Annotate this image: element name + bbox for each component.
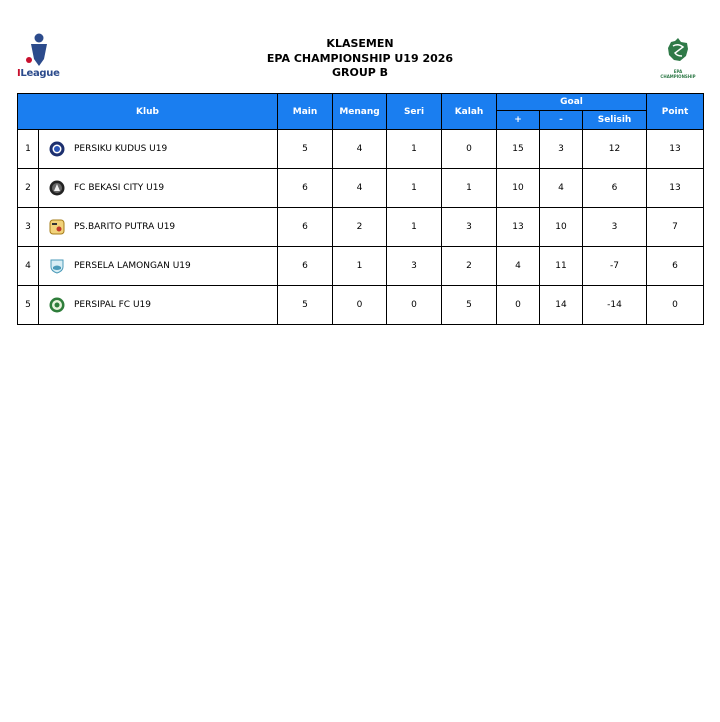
page-title	[0, 37, 720, 81]
row-draw: 1	[387, 169, 442, 208]
table-row	[18, 286, 704, 325]
header-lost: Kalah	[442, 94, 497, 130]
club-name: PS.BARITO PUTRA U19	[74, 222, 176, 232]
table-row	[18, 247, 704, 286]
row-lost: 1	[442, 169, 497, 208]
header-won: Menang	[333, 94, 387, 130]
row-club	[39, 130, 278, 169]
header-club: Klub	[18, 94, 278, 130]
header-points: Point	[647, 94, 704, 130]
row-won: 1	[333, 247, 387, 286]
table-header-row	[18, 94, 704, 111]
row-position: 4	[18, 247, 39, 286]
persela-badge-icon	[49, 258, 65, 274]
row-points: 13	[647, 130, 704, 169]
row-goals-against: 4	[540, 169, 583, 208]
header-goals-for: +	[497, 111, 540, 130]
row-goal-diff: -14	[583, 286, 647, 325]
row-club	[39, 247, 278, 286]
row-points: 6	[647, 247, 704, 286]
row-points: 7	[647, 208, 704, 247]
persipal-badge-icon	[49, 297, 65, 313]
row-draw: 1	[387, 208, 442, 247]
row-draw: 3	[387, 247, 442, 286]
row-position: 3	[18, 208, 39, 247]
row-played: 6	[278, 208, 333, 247]
row-draw: 0	[387, 286, 442, 325]
row-goals-for: 4	[497, 247, 540, 286]
row-won: 4	[333, 130, 387, 169]
row-lost: 3	[442, 208, 497, 247]
title-line-1: KLASEMEN	[326, 37, 394, 50]
row-points: 0	[647, 286, 704, 325]
row-goal-diff: 6	[583, 169, 647, 208]
row-position: 5	[18, 286, 39, 325]
header-goals-against: -	[540, 111, 583, 130]
epa-championship-logo	[658, 37, 698, 83]
row-goals-for: 10	[497, 169, 540, 208]
row-goals-for: 15	[497, 130, 540, 169]
header-draw: Seri	[387, 94, 442, 130]
row-played: 6	[278, 247, 333, 286]
header-played: Main	[278, 94, 333, 130]
row-goals-for: 13	[497, 208, 540, 247]
row-club	[39, 208, 278, 247]
barito-badge-icon	[49, 219, 65, 235]
row-goals-against: 14	[540, 286, 583, 325]
persiku-badge-icon	[49, 141, 65, 157]
row-lost: 0	[442, 130, 497, 169]
header-goal-diff: Selisih	[583, 111, 647, 130]
epa-logo-text: EPA	[673, 69, 683, 74]
row-goal-diff: 3	[583, 208, 647, 247]
row-goals-against: 10	[540, 208, 583, 247]
row-won: 2	[333, 208, 387, 247]
row-won: 0	[333, 286, 387, 325]
row-club	[39, 169, 278, 208]
row-played: 5	[278, 130, 333, 169]
row-lost: 5	[442, 286, 497, 325]
table-row	[18, 208, 704, 247]
club-name: PERSIPAL FC U19	[74, 300, 151, 310]
standings-table	[17, 93, 704, 325]
row-goals-against: 11	[540, 247, 583, 286]
club-name: PERSELA LAMONGAN U19	[74, 261, 191, 271]
championship-logo-text: CHAMPIONSHIP	[660, 74, 696, 79]
title-line-2: EPA CHAMPIONSHIP U19 2026	[266, 51, 454, 65]
row-draw: 1	[387, 130, 442, 169]
row-goals-for: 0	[497, 286, 540, 325]
club-name: FC BEKASI CITY U19	[74, 183, 165, 193]
row-goal-diff: -7	[583, 247, 647, 286]
row-position: 2	[18, 169, 39, 208]
row-goals-against: 3	[540, 130, 583, 169]
table-row	[18, 130, 704, 169]
fc-bekasi-badge-icon	[49, 180, 65, 196]
header-goal: Goal	[497, 94, 647, 111]
row-club	[39, 286, 278, 325]
row-played: 6	[278, 169, 333, 208]
ileague-wordmark: ILeague	[17, 68, 60, 79]
title-line-3: GROUP B	[331, 66, 389, 79]
row-points: 13	[647, 169, 704, 208]
epa-ball-icon	[666, 37, 690, 65]
table-row	[18, 169, 704, 208]
row-lost: 2	[442, 247, 497, 286]
row-position: 1	[18, 130, 39, 169]
row-played: 5	[278, 286, 333, 325]
row-goal-diff: 12	[583, 130, 647, 169]
row-won: 4	[333, 169, 387, 208]
club-name: PERSIKU KUDUS U19	[74, 144, 168, 154]
